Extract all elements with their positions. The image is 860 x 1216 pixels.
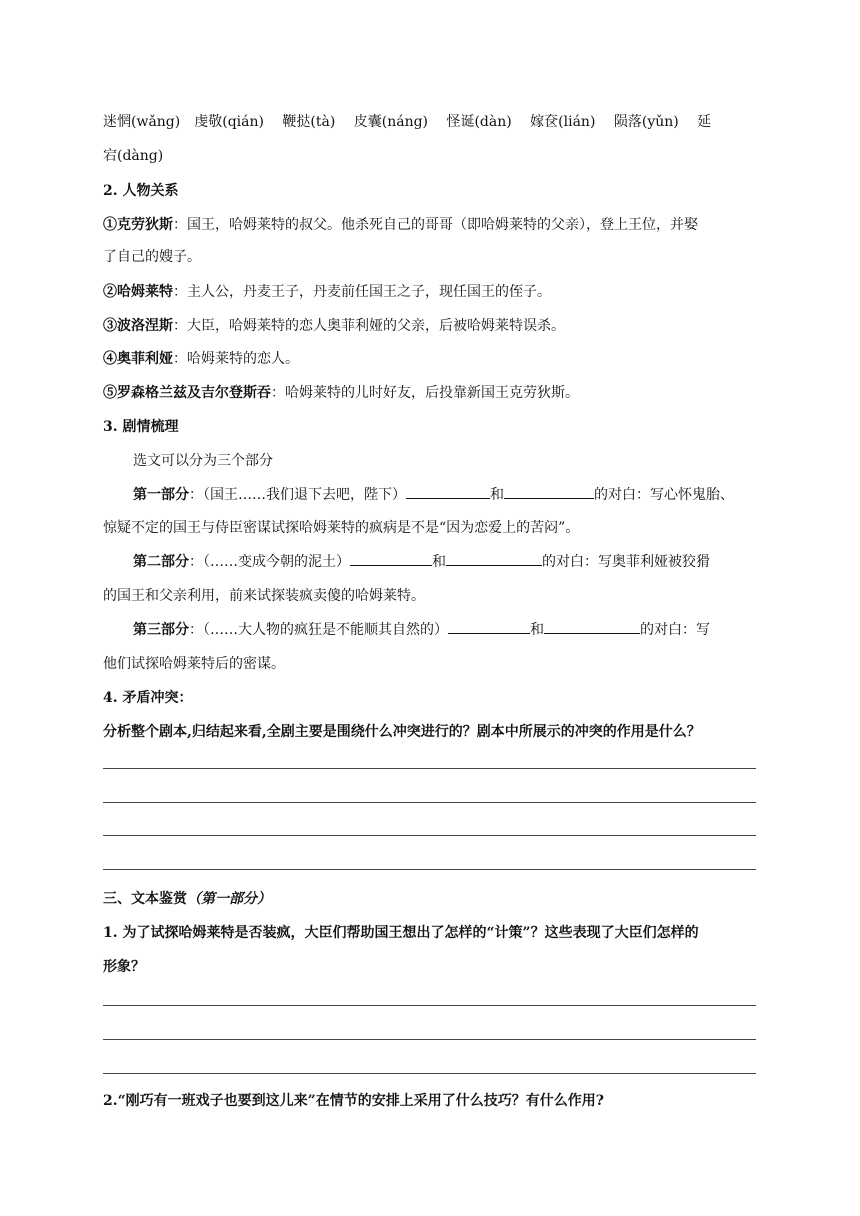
character-desc: ：大臣，哈姆莱特的恋人奥菲利娅的父亲，后被哈姆莱特误杀。 [173,318,565,334]
part-rest: 的对白：写心怀鬼胎、 [594,487,734,503]
answer-line[interactable] [103,768,756,769]
answer-line[interactable] [103,835,756,836]
question-1-line-1: 1. 为了试探哈姆莱特是否装疯，大臣们帮助国王想出了怎样的“计策”？这些表现了大臣们怎样的 [103,925,699,941]
character-desc: ：哈姆莱特的恋人。 [173,351,299,367]
part-range: ：（国王……我们退下去吧，陛下） [189,487,406,503]
blank-speaker-a[interactable] [448,619,530,634]
and-word: 和 [530,622,544,638]
part-rest: 的对白：写奥菲利娅被狡猾 [542,554,710,570]
character-5 [103,382,579,402]
character-name: ⑤罗森格兰兹及吉尔登斯吞 [103,385,271,401]
answer-line[interactable] [103,1073,756,1074]
question-2: 2.“刚巧有一班戏子也要到这儿来”在情节的安排上采用了什么技巧？有什么作用? [103,1093,604,1109]
section-heading-plot: 3. 剧情梳理 [103,419,179,435]
character-4 [103,348,299,368]
pinyin-line-2: 宕(dàng) [103,148,164,164]
character-1-cont: 了自己的嫂子。 [103,249,201,265]
answer-line[interactable] [103,1005,756,1006]
character-desc: ：国王，哈姆莱特的叔父。他杀死自己的哥哥（即哈姆莱特的父亲），登上王位，并娶 [173,217,698,233]
plot-intro: 选文可以分为三个部分 [133,453,273,469]
character-name: ③波洛涅斯 [103,318,173,334]
character-2 [103,281,551,301]
blank-speaker-b[interactable] [504,484,594,499]
plot-part-1 [133,484,734,504]
answer-line[interactable] [103,869,756,870]
pinyin-line-1: 迷惘(wǎng) 虔敬(qián) 鞭挞(tà) 皮囊(náng) 怪诞(dàn) 嫁奁(lián) 陨落(yǔn) 延 [103,114,712,130]
character-name: ①克劳狄斯 [103,217,173,233]
part-label: 第三部分 [133,622,189,638]
plot-part-2-cont: 的国王和父亲利用，前来试探装疯卖傻的哈姆莱特。 [103,588,425,604]
answer-line[interactable] [103,1039,756,1040]
character-name: ②哈姆莱特 [103,284,173,300]
answer-line[interactable] [103,802,756,803]
blank-speaker-a[interactable] [350,551,432,566]
plot-part-3-cont: 他们试探哈姆莱特后的密谋。 [103,656,285,672]
character-desc: ：主人公，丹麦王子，丹麦前任国王之子，现任国王的侄子。 [173,284,551,300]
character-desc: ：哈姆莱特的儿时好友，后投靠新国王克劳狄斯。 [271,385,579,401]
heading-main: 三、文本鉴赏 [103,891,187,907]
part-label: 第一部分 [133,487,189,503]
and-word: 和 [490,487,504,503]
and-word: 和 [432,554,446,570]
blank-speaker-b[interactable] [544,619,640,634]
section-heading-conflict: 4. 矛盾冲突： [103,690,193,706]
question-1-line-2: 形象？ [103,959,145,975]
part-range: ：（……大人物的疯狂是不能顺其自然的） [189,622,448,638]
blank-speaker-a[interactable] [406,484,490,499]
plot-part-1-cont: 惊疑不定的国王与侍臣密谋试探哈姆莱特的疯病是不是“因为恋爱上的苦闷”。 [103,520,580,536]
heading-paren: （第一部分） [187,891,271,907]
conflict-question: 分析整个剧本,归结起来看,全剧主要是围绕什么冲突进行的？剧本中所展示的冲突的作用是什么？ [103,724,701,740]
part-label: 第二部分 [133,554,189,570]
section-heading-appreciation [103,888,271,908]
plot-part-3 [133,619,710,639]
blank-speaker-b[interactable] [446,551,542,566]
part-range: ：（……变成今朝的泥土） [189,554,350,570]
character-name: ④奥菲利娅 [103,351,173,367]
section-heading-relations: 2. 人物关系 [103,183,179,199]
plot-part-2 [133,551,710,571]
part-rest: 的对白：写 [640,622,710,638]
character-3 [103,315,565,335]
character-1 [103,214,698,234]
